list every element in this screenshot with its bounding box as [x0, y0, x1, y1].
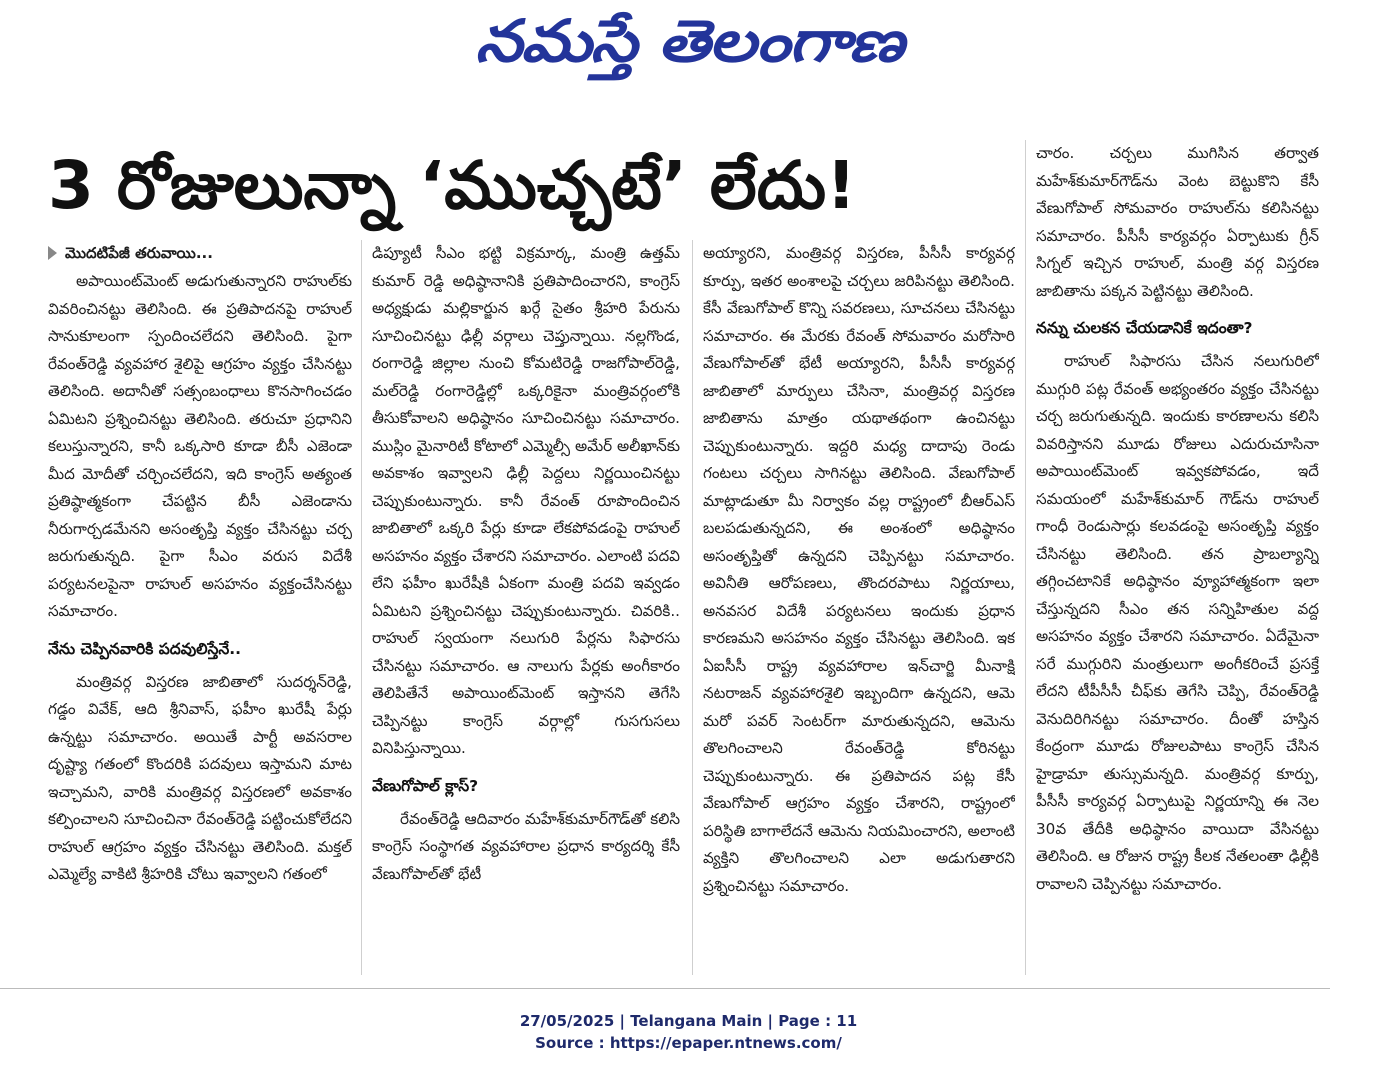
footer-divider: [0, 988, 1330, 989]
continuation-label: మొదటిపేజీ తరువాయి...: [65, 244, 213, 262]
paragraph: డిప్యూటీ సీఎం భట్టి విక్రమార్క, మంత్రి ఉత్తమ్ కుమార్ రెడ్డి అధిష్ఠానానికి ప్రతిపాదించారని, కాంగ్రెస్ అధ్యక్షుడు మల్లికార్జున ఖర్గే సైతం శ్రీహరి పేరును సూచించినట్టు ఢిల్లీ వర్గాలు చెప్తున్నాయి. నల్లగొండ, రంగారెడ్డి జిల్లాల నుంచి కోమటిరెడ్డి రాజగోపాల్‌రెడ్డి, మల్‌రెడ్డి రంగారెడ్డిల్లో ఒక్కరికైనా మంత్రివర్గంలోకి తీసుకోవాలని అధిష్ఠానం సూచించినట్టు సమాచారం. ముస్లిం మైనారిటీ కోటాలో ఎమ్మెల్సీ అమేర్ అలీఖాన్‌కు అవకాశం ఇవ్వాలని ఢిల్లీ పెద్దలు నిర్ణయించినట్టు చెప్పుకుంటున్నారు. కానీ రేవంత్ రూపొందించిన జాబితాలో ఒక్కరి పేర్లు కూడా లేకపోవడంపై రాహుల్ అసహనం వ్యక్తం చేశారని సమాచారం. ఎలాంటి పదవి లేని ఫహీం ఖురేషీకి ఏకంగా మంత్రి పదవి ఇవ్వడం ఏమిటని ప్రశ్నించినట్టు చెప్పుకుంటున్నారు. చివరికి.. రాహుల్ స్వయంగా నలుగురి పేర్లను సిఫారసు చేసినట్టు సమాచారం. ఆ నాలుగు పేర్లకు అంగీకారం తెలిపితేనే అపాయింట్‌మెంట్ ఇస్తానని తెగేసి చెప్పినట్టు కాంగ్రెస్ వర్గాల్లో గుసగుసలు వినిపిస్తున్నాయి.: [372, 244, 680, 757]
column-divider: [361, 240, 362, 975]
article-column-1: [48, 240, 352, 975]
masthead-title: నమస్తే తెలంగాణ: [474, 7, 903, 75]
article-column-4: [1036, 140, 1319, 975]
subheading: నేను చెప్పినవారికి పదవులిస్తేనే..: [48, 639, 242, 658]
paragraph: చారం. చర్చలు ముగిసిన తర్వాత మహేశ్‌కుమార్‌గౌడ్‌ను వెంట బెట్టుకొని కేసీ వేణుగోపాల్ సోమవారం రాహుల్‌ను కలిసినట్టు సమాచారం. పీసీసీ కార్యవర్గం ఏర్పాటుకు గ్రీన్ సిగ్నల్ ఇచ్చిన రాహుల్, మంత్రి వర్గ విస్తరణ జాబితాను పక్కన పెట్టినట్టు తెలిసింది.: [1036, 144, 1319, 300]
continuation-tag: [48, 240, 352, 266]
article-column-3: [703, 240, 1015, 975]
column-divider: [1025, 140, 1026, 975]
column-divider: [692, 240, 693, 975]
subheading: నన్ను చులకన చేయడానికే ఇదంతా?: [1036, 319, 1253, 337]
chevron-right-icon: [48, 246, 57, 260]
footer-source: Source : https://epaper.ntnews.com/: [535, 1034, 842, 1052]
paragraph: మంత్రివర్గ విస్తరణ జాబితాలో సుదర్శన్‌రెడ్డి, గడ్డం వివేక్, ఆది శ్రీనివాస్, ఫహీం ఖురేషీ పేర్లు ఉన్నట్టు సమాచారం. అయితే పార్టీ అవసరాల దృష్ట్యా గతంలో కొందరికి పదవులు ఇస్తామని మాట ఇచ్చామని, వారికి మంత్రివర్గ విస్తరణలో అవకాశం కల్పించాలని సూచించినా రేవంత్‌రెడ్డి పట్టించుకోలేదని రాహుల్ ఆగ్రహం వ్యక్తం చేసినట్టు తెలిసింది. మక్తల్ ఎమ్మెల్యే వాకిటి శ్రీహరికి చోటు ఇవ్వాలని గతంలో: [48, 672, 352, 883]
article-headline: 3 రోజులున్నా ‘ముచ్చటే’ లేదు!: [48, 147, 857, 224]
paragraph: అయ్యారని, మంత్రివర్గ విస్తరణ, పీసీసీ కార్యవర్గ కూర్పు, ఇతర అంశాలపై చర్చలు జరిపినట్టు తెలిసింది. కేసీ వేణుగోపాల్ కొన్ని సవరణలు, సూచనలు చేసినట్టు సమాచారం. ఈ మేరకు రేవంత్ సోమవారం మరోసారి వేణుగోపాల్‌తో భేటీ అయ్యారని, పీసీసీ కార్యవర్గ జాబితాలో మార్పులు చేసినా, మంత్రివర్గ విస్తరణ జాబితాను మాత్రం యథాతథంగా ఉంచినట్టు చెప్పుకుంటున్నారు. ఇద్దరి మధ్య దాదాపు రెండు గంటలు చర్చలు సాగినట్టు తెలిసింది. వేణుగోపాల్ మాట్లాడుతూ మీ నిర్వాకం వల్ల రాష్ట్రంలో బీఆర్‌ఎస్ బలపడుతున్నదని, ఈ అంశంలో అధిష్ఠానం అసంతృప్తితో ఉన్నదని చెప్పినట్టు సమాచారం. అవినీతి ఆరోపణలు, తొందరపాటు నిర్ణయాలు, అనవసర విదేశీ పర్యటనలు ఇందుకు ప్రధాన కారణమని అసహనం వ్యక్తం చేసినట్టు తెలిసింది. ఇక ఏఐసీసీ రాష్ట్ర వ్యవహారాల ఇన్‌చార్జి మీనాక్షి నటరాజన్ వ్యవహారశైలి ఇబ్బందిగా ఉన్నదని, ఆమె మరో పవర్ సెంటర్‌గా మారుతున్నదని, ఆమెను తొలగించాలని రేవంత్‌రెడ్డి కోరినట్టు చెప్పుకుంటున్నారు. ఈ ప్రతిపాదన పట్ల కేసీ వేణుగోపాల్ ఆగ్రహం వ్యక్తం చేశారని, రాష్ట్రంలో పరిస్థితి బాగాలేదనే ఆమెను నియమించారని, అలాంటి వ్యక్తిని తొలగించాలని ఎలా అడుగుతారని ప్రశ్నించినట్టు సమాచారం.: [703, 244, 1015, 895]
paragraph: అపాయింట్‌మెంట్ అడుగుతున్నారని రాహుల్‌కు వివరించినట్టు తెలిసింది. ఈ ప్రతిపాదనపై రాహుల్ సానుకూలంగా స్పందించలేదని తెలిసింది. పైగా రేవంత్‌రెడ్డి వ్యవహార శైలిపై ఆగ్రహం వ్యక్తం చేసినట్టు తెలిసింది. అదానీతో సత్సంబంధాలు కొనసాగించడం ఏమిటని ప్రశ్నించినట్టు తెలిసింది. తరుచూ ప్రధానిని కలుస్తున్నారని, కానీ ఒక్కసారి కూడా బీసీ ఎజెండా మీద మోదీతో చర్చించలేదని, ఇది కాంగ్రెస్ అత్యంత ప్రతిష్ఠాత్మకంగా చేపట్టిన బీసీ ఎజెండాను నీరుగార్చడమేనని అసంతృప్తి వ్యక్తం చేసినట్టు చర్చ జరుగుతున్నది. పైగా సీఎం వరుస విదేశీ పర్యటనలపైనా రాహుల్ అసహనం వ్యక్తంచేసినట్టు సమాచారం.: [48, 272, 352, 620]
paragraph: రేవంత్‌రెడ్డి ఆదివారం మహేశ్‌కుమార్‌గౌడ్‌తో కలిసి కాంగ్రెస్ సంస్థాగత వ్యవహారాల ప్రధాన కార్యదర్శి కేసీ వేణుగోపాల్‌తో భేటీ: [372, 809, 680, 883]
subheading: వేణుగోపాల్ క్లాస్?: [372, 776, 479, 795]
footer-edition-info: 27/05/2025 | Telangana Main | Page : 11: [519, 1012, 858, 1030]
newspaper-masthead: [0, 2, 1377, 80]
paragraph: రాహుల్ సిఫారసు చేసిన నలుగురిలో ముగ్గురి పట్ల రేవంత్ అభ్యంతరం వ్యక్తం చేసినట్టు చర్చ జరుగుతున్నది. ఇందుకు కారణాలను కలిసి వివరిస్తానని మూడు రోజులు ఎదురుచూసినా అపాయింట్‌మెంట్ ఇవ్వకపోవడం, ఇదే సమయంలో మహేశ్‌కుమార్ గౌడ్‌ను రాహుల్ గాంధీ రెండుసార్లు కలవడంపై అసంతృప్తి వ్యక్తం చేసినట్టు తెలిసింది. తన ప్రాబల్యాన్ని తగ్గించటానికే అధిష్ఠానం వ్యూహాత్మకంగా ఇలా చేస్తున్నదని సీఎం తన సన్నిహితుల వద్ద అసహనం వ్యక్తం చేశారని సమాచారం. ఏదేమైనా సరే ముగ్గురిని మంత్రులుగా అంగీకరించే ప్రసక్తే లేదని టీపీసీసీ చీఫ్‌కు తెగేసి చెప్పి, రేవంత్‌రెడ్డి వెనుదిరిగినట్టు సమాచారం. దీంతో హస్తిన కేంద్రంగా మూడు రోజులపాటు కాంగ్రెస్ చేసిన హైడ్రామా తుస్సుమన్నది. మంత్రివర్గ కూర్పు, పీసీసీ కార్యవర్గ ఏర్పాటుపై నిర్ణయాన్ని ఈ నెల 30వ తేదీకి అధిష్ఠానం వాయిదా వేసినట్టు తెలిసింది. ఆ రోజున రాష్ట్ర కీలక నేతలంతా ఢిల్లీకి రావాలని చెప్పినట్టు సమాచారం.: [1036, 352, 1319, 893]
article-column-2: [372, 240, 680, 975]
